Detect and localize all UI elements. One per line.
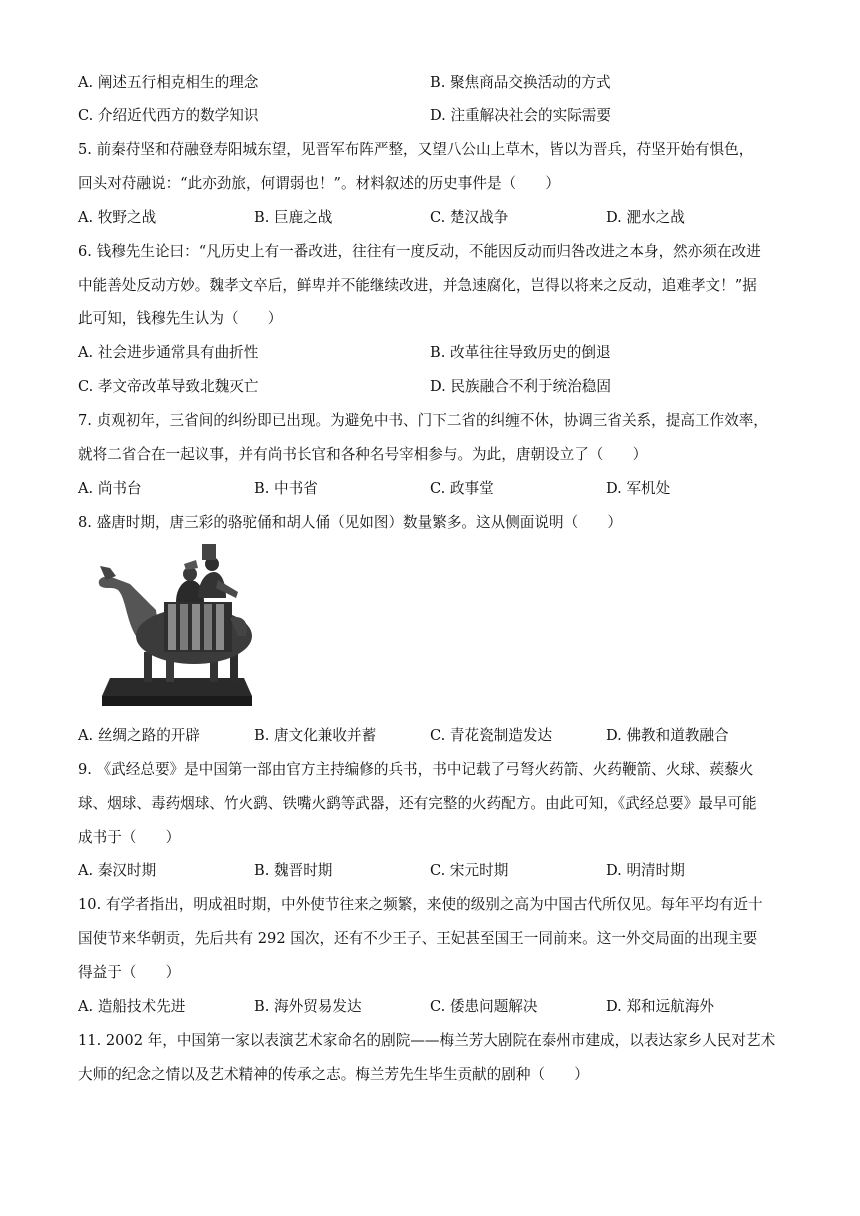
q7-option-d: D. 军机处: [606, 480, 671, 497]
q9-option-d: D. 明清时期: [606, 862, 685, 879]
q10-option-d: D. 郑和远航海外: [606, 998, 715, 1015]
q9-option-c: C. 宋元时期: [430, 862, 509, 879]
q8-option-a: A. 丝绸之路的开辟: [78, 727, 200, 744]
q8-option-b: B. 唐文化兼收并蓄: [254, 727, 377, 744]
q10-option-c: C. 倭患问题解决: [430, 998, 538, 1015]
question-9-line-1: 9. 《武经总要》是中国第一部由官方主持编修的兵书，书中记载了弓弩火药箭、火药鞭箭、火球、蒺藜火: [78, 761, 754, 778]
question-6-line-1: 6. 钱穆先生论曰：“凡历史上有一番改进，往往有一度反动，不能因反动而归咎改进之本身，然亦须在改进: [78, 243, 761, 260]
camel-figurine-image: [92, 540, 262, 716]
q10-option-b: B. 海外贸易发达: [254, 998, 362, 1015]
option-a: A. 阐述五行相克相生的理念: [78, 74, 259, 91]
question-6-line-2: 中能善处反动方妙。魏孝文卒后，鲜卑并不能继续改进，并急速腐化，岂得以将来之反动，追难孝文！”据: [78, 277, 757, 294]
question-11-line-2: 大师的纪念之情以及艺术精神的传承之志。梅兰芳先生毕生贡献的剧种（ ）: [78, 1066, 589, 1083]
question-7-line-1: 7. 贞观初年，三省间的纠纷即已出现。为避免中书、门下二省的纠缠不休，协调三省关系，提高工作效率，: [78, 412, 768, 429]
q6-option-d: D. 民族融合不利于统治稳固: [430, 378, 611, 395]
q5-option-a: A. 牧野之战: [78, 209, 157, 226]
q6-option-b: B. 改革往往导致历史的倒退: [430, 344, 611, 361]
q7-option-c: C. 政事堂: [430, 480, 494, 497]
question-9-line-3: 成书于（ ）: [78, 829, 181, 846]
question-9-line-2: 球、烟球、毒药烟球、竹火鹞、铁嘴火鹞等武器，还有完整的火药配方。由此可知，《武经总要》最早可能: [78, 795, 757, 812]
camel-figurine-illustration: [92, 540, 262, 716]
q9-option-a: A. 秦汉时期: [78, 862, 157, 879]
question-11-line-1: 11. 2002 年，中国第一家以表演艺术家命名的剧院——梅兰芳大剧院在泰州市建成，以表达家乡人民对艺术: [78, 1032, 776, 1049]
question-5-line-2: 回头对苻融说：“此亦劲旅，何谓弱也！”。材料叙述的历史事件是（ ）: [78, 175, 560, 192]
question-7-line-2: 就将二省合在一起议事，并有尚书长官和各种名号宰相参与。为此，唐朝设立了（ ）: [78, 446, 648, 463]
option-c: C. 介绍近代西方的数学知识: [78, 107, 259, 124]
question-10-line-2: 国使节来华朝贡，先后共有 292 国次，还有不少王子、王妃甚至国王一同前来。这一外交局面的出现主要: [78, 930, 758, 947]
question-10-line-3: 得益于（ ）: [78, 964, 181, 981]
question-10-line-1: 10. 有学者指出，明成祖时期，中外使节往来之频繁，来使的级别之高为中国古代所仅见。每年平均有近十: [78, 896, 763, 913]
q6-option-c: C. 孝文帝改革导致北魏灭亡: [78, 378, 259, 395]
question-5-line-1: 5. 前秦苻坚和苻融登寿阳城东望，见晋军布阵严整，又望八公山上草木，皆以为晋兵，苻坚开始有惧色，: [78, 141, 754, 158]
q5-option-c: C. 楚汉战争: [430, 209, 509, 226]
q10-option-a: A. 造船技术先进: [78, 998, 186, 1015]
q5-option-d: D. 淝水之战: [606, 209, 685, 226]
q8-option-c: C. 青花瓷制造发达: [430, 727, 553, 744]
option-d: D. 注重解决社会的实际需要: [430, 107, 611, 124]
question-8-line-1: 8. 盛唐时期，唐三彩的骆驼俑和胡人俑（见如图）数量繁多。这从侧面说明（ ）: [78, 514, 622, 531]
q8-option-d: D. 佛教和道教融合: [606, 727, 729, 744]
q9-option-b: B. 魏晋时期: [254, 862, 333, 879]
q5-option-b: B. 巨鹿之战: [254, 209, 333, 226]
option-b: B. 聚焦商品交换活动的方式: [430, 74, 611, 91]
q7-option-a: A. 尚书台: [78, 480, 142, 497]
q7-option-b: B. 中书省: [254, 480, 318, 497]
question-6-line-3: 此可知，钱穆先生认为（ ）: [78, 310, 283, 327]
q6-option-a: A. 社会进步通常具有曲折性: [78, 344, 259, 361]
